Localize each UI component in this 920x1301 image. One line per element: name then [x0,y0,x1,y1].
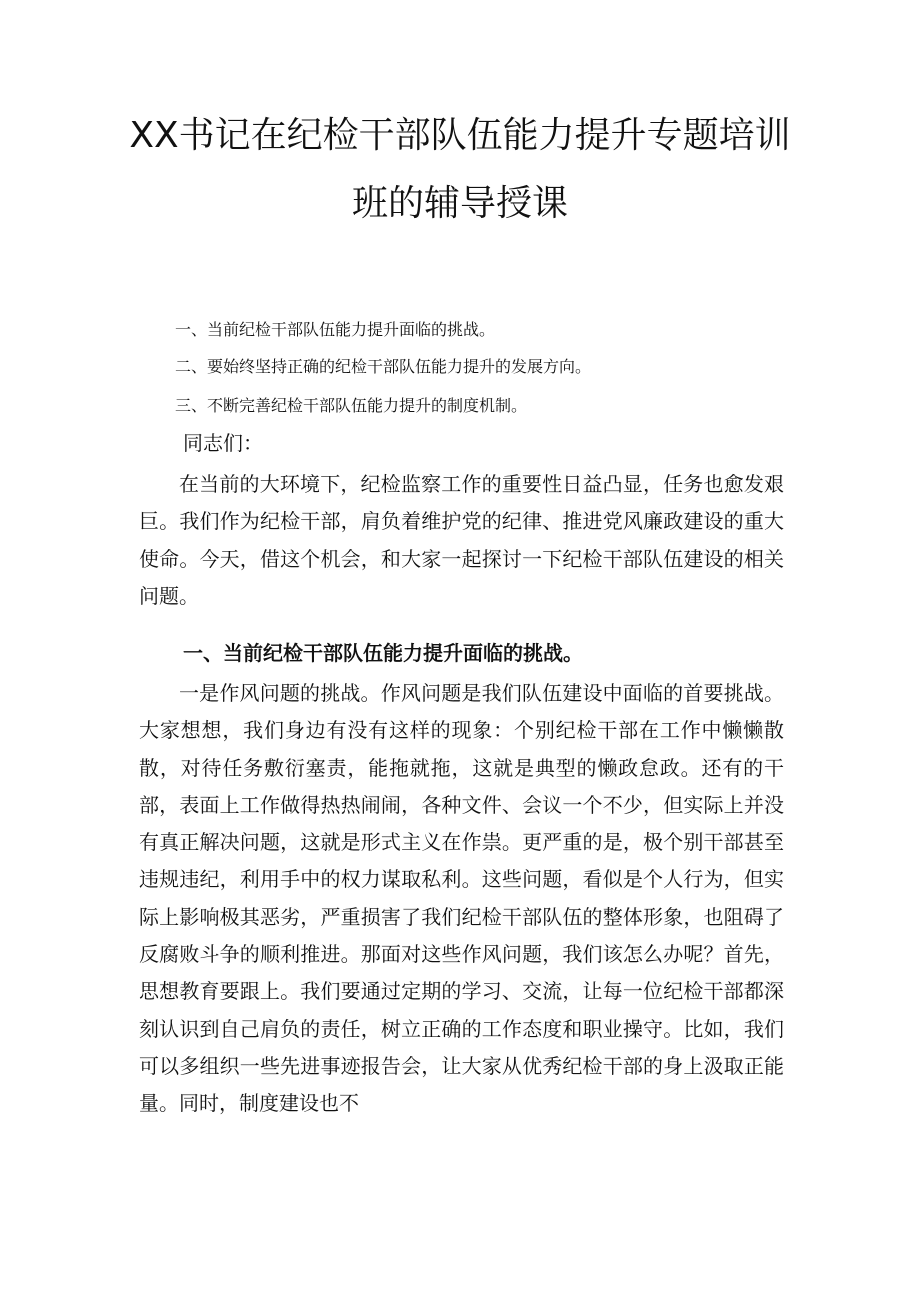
intro-paragraph: 在当前的大环境下，纪检监察工作的重要性日益凸显，任务也愈发艰巨。我们作为纪检干部，肩负着维护党的纪律、推进党风廉政建设的重大使命。今天，借这个机会，和大家一起探讨一下纪检干部队伍建设的相关问题。 [139,472,784,608]
outline-item-2: 二、要始终坚持正确的纪检干部队伍能力提升的发展方向。 [175,357,592,376]
outline-item-1: 一、当前纪检干部队伍能力提升面临的挑战。 [175,320,496,339]
salutation: 同志们： [183,431,263,455]
section-heading-1: 一、当前纪检干部队伍能力提升面临的挑战。 [183,641,583,665]
document-title-line-1: XX书记在纪检干部队伍能力提升专题培训 [129,115,791,156]
document-title-line-2: 班的辅导授课 [351,183,568,224]
outline-item-3: 三、不断完善纪检干部队伍能力提升的制度机制。 [175,396,528,415]
section-1-paragraph: 一是作风问题的挑战。作风问题是我们队伍建设中面临的首要挑战。大家想想，我们身边有没有这样的现象：个别纪检干部在工作中懒懒散散，对待任务敷衍塞责，能拖就拖，这就是典型的懒政怠政。还有的干部，表面上工作做得热热闹闹，各种文件、会议一个不少，但实际上并没有真正解决问题，这就是形式主义在作祟。更严重的是，极个别干部甚至违规违纪，利用手中的权力谋取私利。这些问题，看似是个人行为，但实际上影响极其恶劣，严重损害了我们纪检干部队伍的整体形象，也阻碍了反腐败斗争的顺利推进。那面对这些作风问题，我们该怎么办呢？首先，思想教育要跟上。我们要通过定期的学习、交流，让每一位纪检干部都深刻认识到自己肩负的责任，树立正确的工作态度和职业操守。比如，我们可以多组织一些先进事迹报告会，让大家从优秀纪检干部的身上汲取正能量。同时，制度建设也不 [139,681,784,1116]
